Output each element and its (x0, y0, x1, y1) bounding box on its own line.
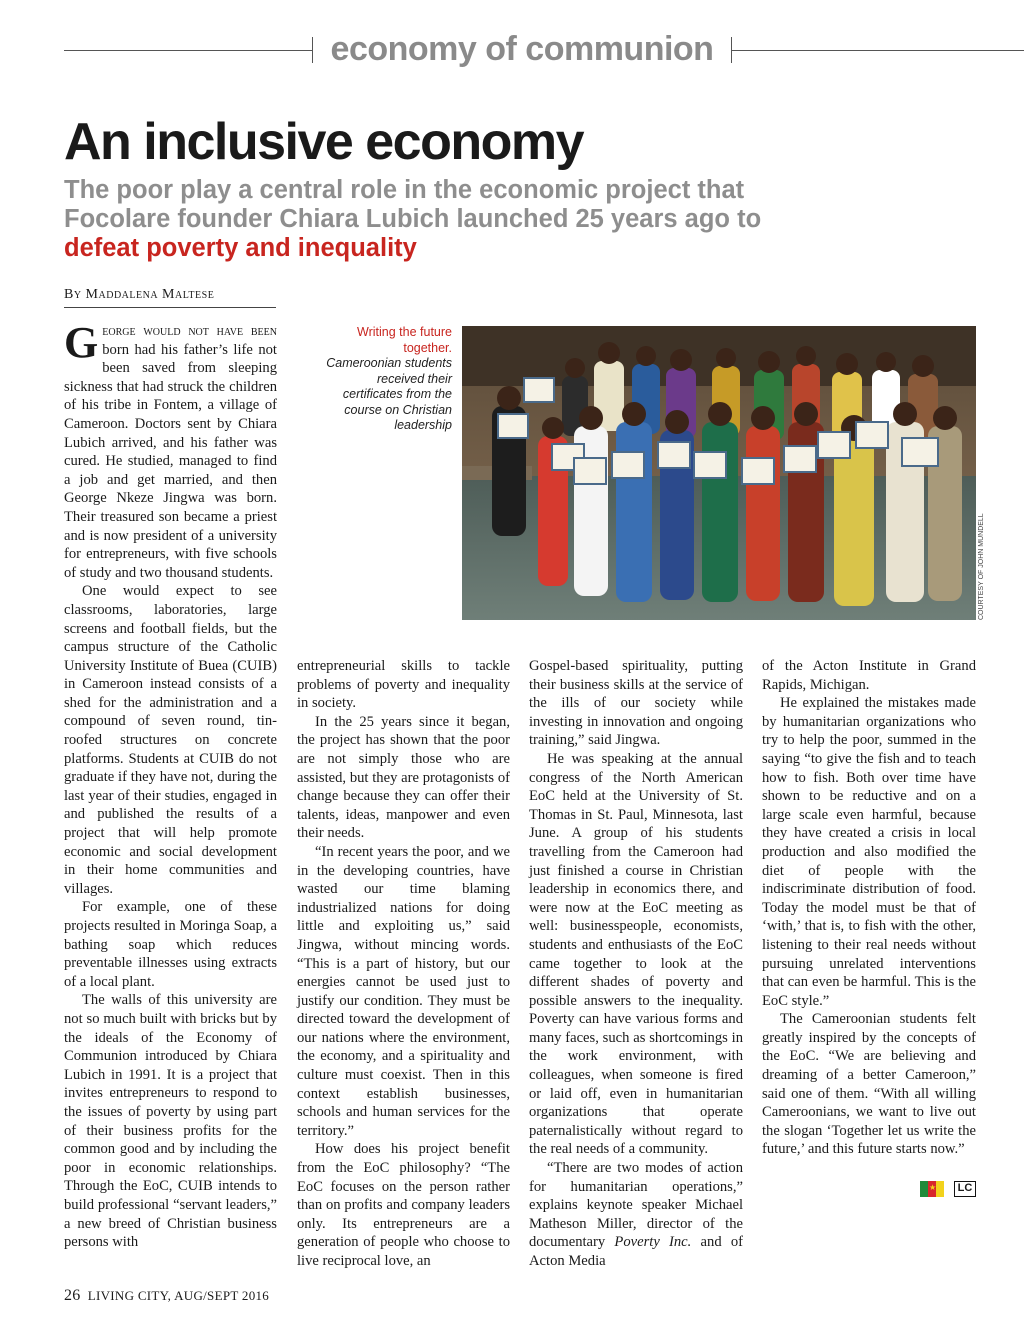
body-column-1 (64, 318, 277, 1252)
paragraph: The walls of this university are not so much built with bricks but by the ideals of the Economy of Communion introduced by Chiara Lubich in 1991. It is a project that invites entrepreneurs to respond to the issues of poverty by using part of their business profits for the common good and by including the poor in economic relationships. Through the EoC, CUIB intends to build professional “servant leaders,” a new breed of Christian business persons with (64, 992, 277, 1251)
header-rule-left (64, 50, 312, 51)
paragraph: He was speaking at the annual congress of the North American EoC held at the University of St. Thomas in St. Paul, Minnesota, last June. A group of his students travelling from the Cameroon had just finished a course in Christian leadership in economics there, and were now at the EoC meeting as well: businesspeople, economists, students and enthusiasts of the EoC came together to look at the different shades of poverty and possible answers to the inequality. Poverty can have various forms and many faces, such as shortcomings in the work environment, with colleagues, when someone is fired or laid off, even in humanitarian organizations that operate paternalistically without regard to the real needs of a community. (529, 750, 743, 1158)
section-label: economy of communion (330, 30, 714, 68)
deck-text: The poor play a central role in the economic project that Focolare founder Chiara Lubich launched 25 years ago to (64, 176, 762, 233)
headline: An inclusive economy (64, 113, 584, 171)
group-photo (462, 326, 976, 620)
paragraph: The Cameroonian students felt greatly inspired by the concepts of the EoC. “We are believing and dreaming of a better Cameroon,” said one of them. “With all willing Cameroonians, we want to live out the slogan ‘Together let us write the future,’ and this future starts now.” (762, 1011, 976, 1158)
lead-in: eorge would not have been (102, 323, 277, 339)
paragraph (64, 318, 277, 582)
group-photo-illustration (462, 326, 976, 620)
header-rule-tick-left (312, 37, 313, 63)
caption-title: Writing the future together. (357, 325, 452, 355)
header-rule-right (731, 50, 1024, 51)
body-column-4 (762, 657, 976, 1159)
caption-text: Cameroonian students received their certificates from the course on Christian leadership (326, 356, 452, 432)
photo-caption (318, 325, 452, 434)
paragraph: “In recent years the poor, and we in the developing countries, have wasted our time blaming industrialized nations for doing little and exploiting us,” said Jingwa, without mincing words. “This is a part of history, but our energies cannot be used just to justify our condition. They must be directed toward the development of our nations where the environment, the economy, and a spirituality and culture must coexist. Then in this context establish businesses, schools and human services for the territory.” (297, 843, 510, 1139)
photo-credit: COURTESY OF JOHN MUNDELL (978, 513, 985, 620)
publication-name: LIVING CITY, AUG/SEPT 2016 (87, 1288, 270, 1303)
paragraph-text: and of Acton Media (529, 1234, 743, 1269)
paragraph: of the Acton Institute in Grand Rapids, Michigan. (762, 658, 976, 693)
living-city-logo: LC (954, 1181, 976, 1197)
paragraph: One would expect to see classrooms, laboratories, large screens and football fields, but the campus structure of the Catholic University Institute of Buea (CUIB) in Cameroon instead consists of a shed for the administration and a compound of seven round, tin-roofed structures on concrete platforms. Students at CUIB do not graduate if they have not, during the last year of their studies, engaged in and published the results of a project that will help promote economic and social development in their home communities and villages. (64, 583, 277, 897)
body-column-2 (297, 657, 510, 1271)
body-column-3 (529, 657, 743, 1271)
byline (64, 287, 214, 303)
page-number: 26 (64, 1287, 81, 1304)
byline-text: By Maddalena Maltese (64, 287, 215, 302)
paragraph: Gospel-based spirituality, putting their business skills at the service of the ills of our society while investing in innovation and ongoing training,” said Jingwa. (529, 658, 743, 749)
paragraph-text: born had his father’s life not been saved from sleeping sickness that had struck the children of his tribe in Fontem, a village of Cameroon. Doctors sent by Chiara Lubich arrived, and his father was cured. He studied, managed to find a job and get married, and then George Nkeze Jingwa was born. Their treasured son became a priest and is now president of a university for entrepreneurs, with five schools of study and two thousand students. (64, 341, 277, 581)
drop-cap: G (64, 318, 99, 367)
paragraph (529, 1159, 743, 1271)
byline-rule (64, 307, 276, 308)
cameroon-flag-icon: ★ (920, 1181, 944, 1197)
documentary-title: Poverty Inc. (614, 1234, 692, 1251)
page-footer (64, 1287, 269, 1305)
paragraph: entrepreneurial skills to tackle problems of poverty and inequality in society. (297, 658, 510, 712)
paragraph-text: “There are two modes of action for humanitarian operations,” explains keynote speaker Michael Matheson Miller, director of the documentary (529, 1160, 743, 1251)
paragraph: For example, one of these projects resulted in Moringa Soap, a bathing soap which reduces preventable illnesses using extracts of a local plant. (64, 899, 277, 990)
deck-highlight: defeat poverty and inequality (64, 234, 417, 262)
paragraph: He explained the mistakes made by humanitarian organizations who try to help the poor, summed in the saying “to give the fish and to teach how to fish. Both over time have shown to be reductive and on a large scale even harmful, because they have created a crisis in local production and also modified the diet of people with the indiscriminate distribution of food. Today the model must be that of ‘with,’ that is, to fish with the other, listening to their real needs without pursuing unrelated interventions that can even be harmful. This is the EoC style.” (762, 695, 976, 1009)
paragraph: How does his project benefit from the EoC philosophy? “The EoC focuses on the person rather than on profits and company leaders only. Its entrepreneurs are a generation of people who choose to live reciprocal love, an (297, 1141, 510, 1269)
paragraph: In the 25 years since it began, the project has shown that the poor are not simply those who are assisted, but they are protagonists of change because they can offer their talents, ideas, manpower and even their needs. (297, 713, 510, 842)
deck (64, 176, 784, 263)
